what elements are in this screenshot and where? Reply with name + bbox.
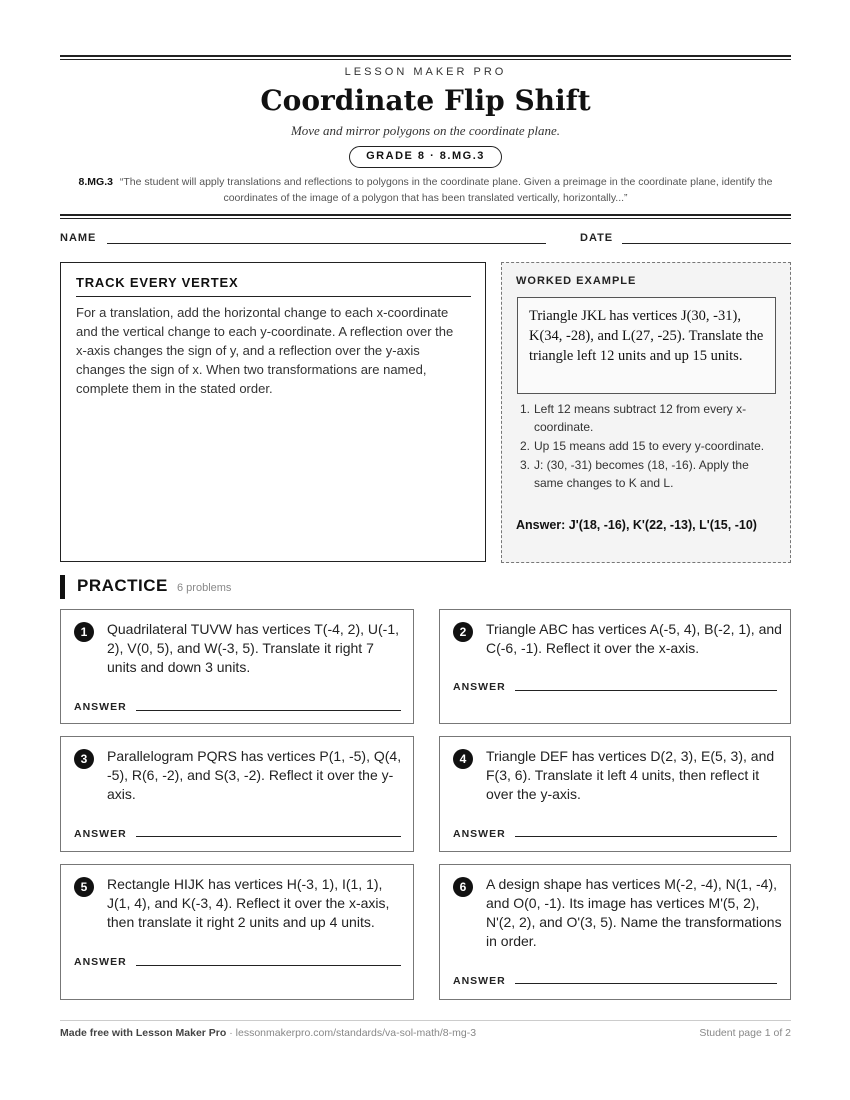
step-number: 2. [519, 439, 530, 453]
problem-card-5 [60, 864, 414, 1000]
concept-box [60, 262, 486, 562]
problem-text: Rectangle HIJK has vertices H(-3, 1), I(1, 1), J(1, 4), and K(-3, 4). Reflect it over the x-axis, then translate it right 2 units and up 4 units. [107, 876, 390, 930]
problem-card-3 [60, 736, 414, 852]
worked-example-heading: WORKED EXAMPLE [516, 275, 637, 287]
example-step [516, 400, 781, 436]
grade-badge: GRADE 8 · 8.MG.3 [349, 146, 502, 168]
concept-heading: TRACK EVERY VERTEX [76, 275, 471, 297]
name-field[interactable] [107, 243, 546, 244]
problem-number-badge: 2 [453, 622, 473, 642]
problem-text: Quadrilateral TUVW has vertices T(-4, 2), U(-1, 2), V(0, 5), and W(-3, 5). Translate it right 7 units and down 3 units. [107, 621, 400, 675]
problem-number-badge: 4 [453, 749, 473, 769]
step-number: 3. [519, 458, 530, 472]
example-step [516, 437, 781, 455]
worksheet-page [60, 0, 791, 1100]
footer-rule [60, 1020, 791, 1021]
answer-field[interactable] [515, 690, 777, 691]
practice-count: 6 problems [177, 582, 232, 594]
step-text: Up 15 means add 15 to every y-coordinate. [534, 439, 765, 453]
standard-statement [68, 174, 783, 206]
date-field[interactable] [622, 243, 791, 244]
answer-label: ANSWER [74, 828, 127, 840]
page-title: Coordinate Flip Shift [260, 84, 591, 117]
problem-text: Parallelogram PQRS has vertices P(1, -5), Q(4, -5), R(6, -2), and S(3, -2). Reflect it over the y-axis. [107, 748, 402, 802]
answer-label: ANSWER [453, 828, 506, 840]
header-double-rule [60, 214, 791, 219]
footer-made-with: Made free with Lesson Maker Pro [60, 1027, 227, 1039]
answer-field[interactable] [136, 710, 401, 711]
worked-example-answer: Answer: J'(18, -16), K'(22, -13), L'(15, -10) [516, 518, 757, 532]
name-label: NAME [60, 232, 97, 244]
worked-example-steps [516, 400, 781, 493]
problem-text: Triangle ABC has vertices A(-5, 4), B(-2, 1), and C(-6, -1). Reflect it over the x-axis. [486, 621, 782, 656]
example-step [516, 456, 781, 492]
problem-number-badge: 1 [74, 622, 94, 642]
problem-text: Triangle DEF has vertices D(2, 3), E(5, 3), and F(3, 6). Translate it left 4 units, then reflect it over the y-axis. [486, 748, 775, 802]
footer-credit [60, 1027, 476, 1039]
answer-label: ANSWER [453, 681, 506, 693]
step-text: Left 12 means subtract 12 from every x-coordinate. [534, 402, 747, 434]
problem-number-badge: 5 [74, 877, 94, 897]
concept-body: For a translation, add the horizontal change to each x-coordinate and the vertical change to each y-coordinate. A reflection over the x-axis changes the sign of y, and a reflection over the y-axis changes the sign of x. When two transformations are named, complete them in the stated order. [76, 305, 454, 396]
standard-text: “The student will apply translations and reflections to polygons in the coordinate plane. Given a preimage in the coordinate plane, identify the coordinates of the image of a polygon that has been translated vertically, horizontally...” [119, 176, 773, 204]
step-text: J: (30, -31) becomes (18, -16). Apply the same changes to K and L. [534, 458, 749, 490]
practice-accent-bar [60, 575, 65, 599]
page-subtitle: Move and mirror polygons on the coordinate plane. [290, 123, 561, 138]
step-number: 1. [519, 402, 530, 416]
problem-number-badge: 3 [74, 749, 94, 769]
date-label: DATE [580, 232, 614, 244]
footer-page-number: Student page 1 of 2 [699, 1027, 791, 1039]
worked-example-box [501, 262, 791, 563]
practice-title: PRACTICE [77, 576, 168, 595]
problem-card-1 [60, 609, 414, 724]
answer-field[interactable] [136, 965, 401, 966]
standard-code: 8.MG.3 [78, 176, 113, 188]
top-double-rule [60, 55, 791, 60]
answer-label: ANSWER [453, 975, 506, 987]
problem-text: A design shape has vertices M(-2, -4), N(1, -4), and O(0, -1). Its image has vertices M'(5, 2), N'(2, 2), and O'(3, 5). Name the transformations in order. [486, 876, 782, 949]
answer-field[interactable] [515, 836, 777, 837]
answer-label: ANSWER [74, 701, 127, 713]
answer-field[interactable] [515, 983, 777, 984]
problem-card-4 [439, 736, 791, 852]
problem-card-6 [439, 864, 791, 1000]
answer-field[interactable] [136, 836, 401, 837]
brand-name: LESSON MAKER PRO [344, 66, 507, 78]
worked-example-problem: Triangle JKL has vertices J(30, -31), K(34, -28), and L(27, -25). Translate the triangle left 12 units and up 15 units. [517, 297, 776, 394]
problem-card-2 [439, 609, 791, 724]
answer-label: ANSWER [74, 956, 127, 968]
problem-number-badge: 6 [453, 877, 473, 897]
footer-url[interactable]: · lessonmakerpro.com/standards/va-sol-math/8-mg-3 [226, 1027, 477, 1039]
